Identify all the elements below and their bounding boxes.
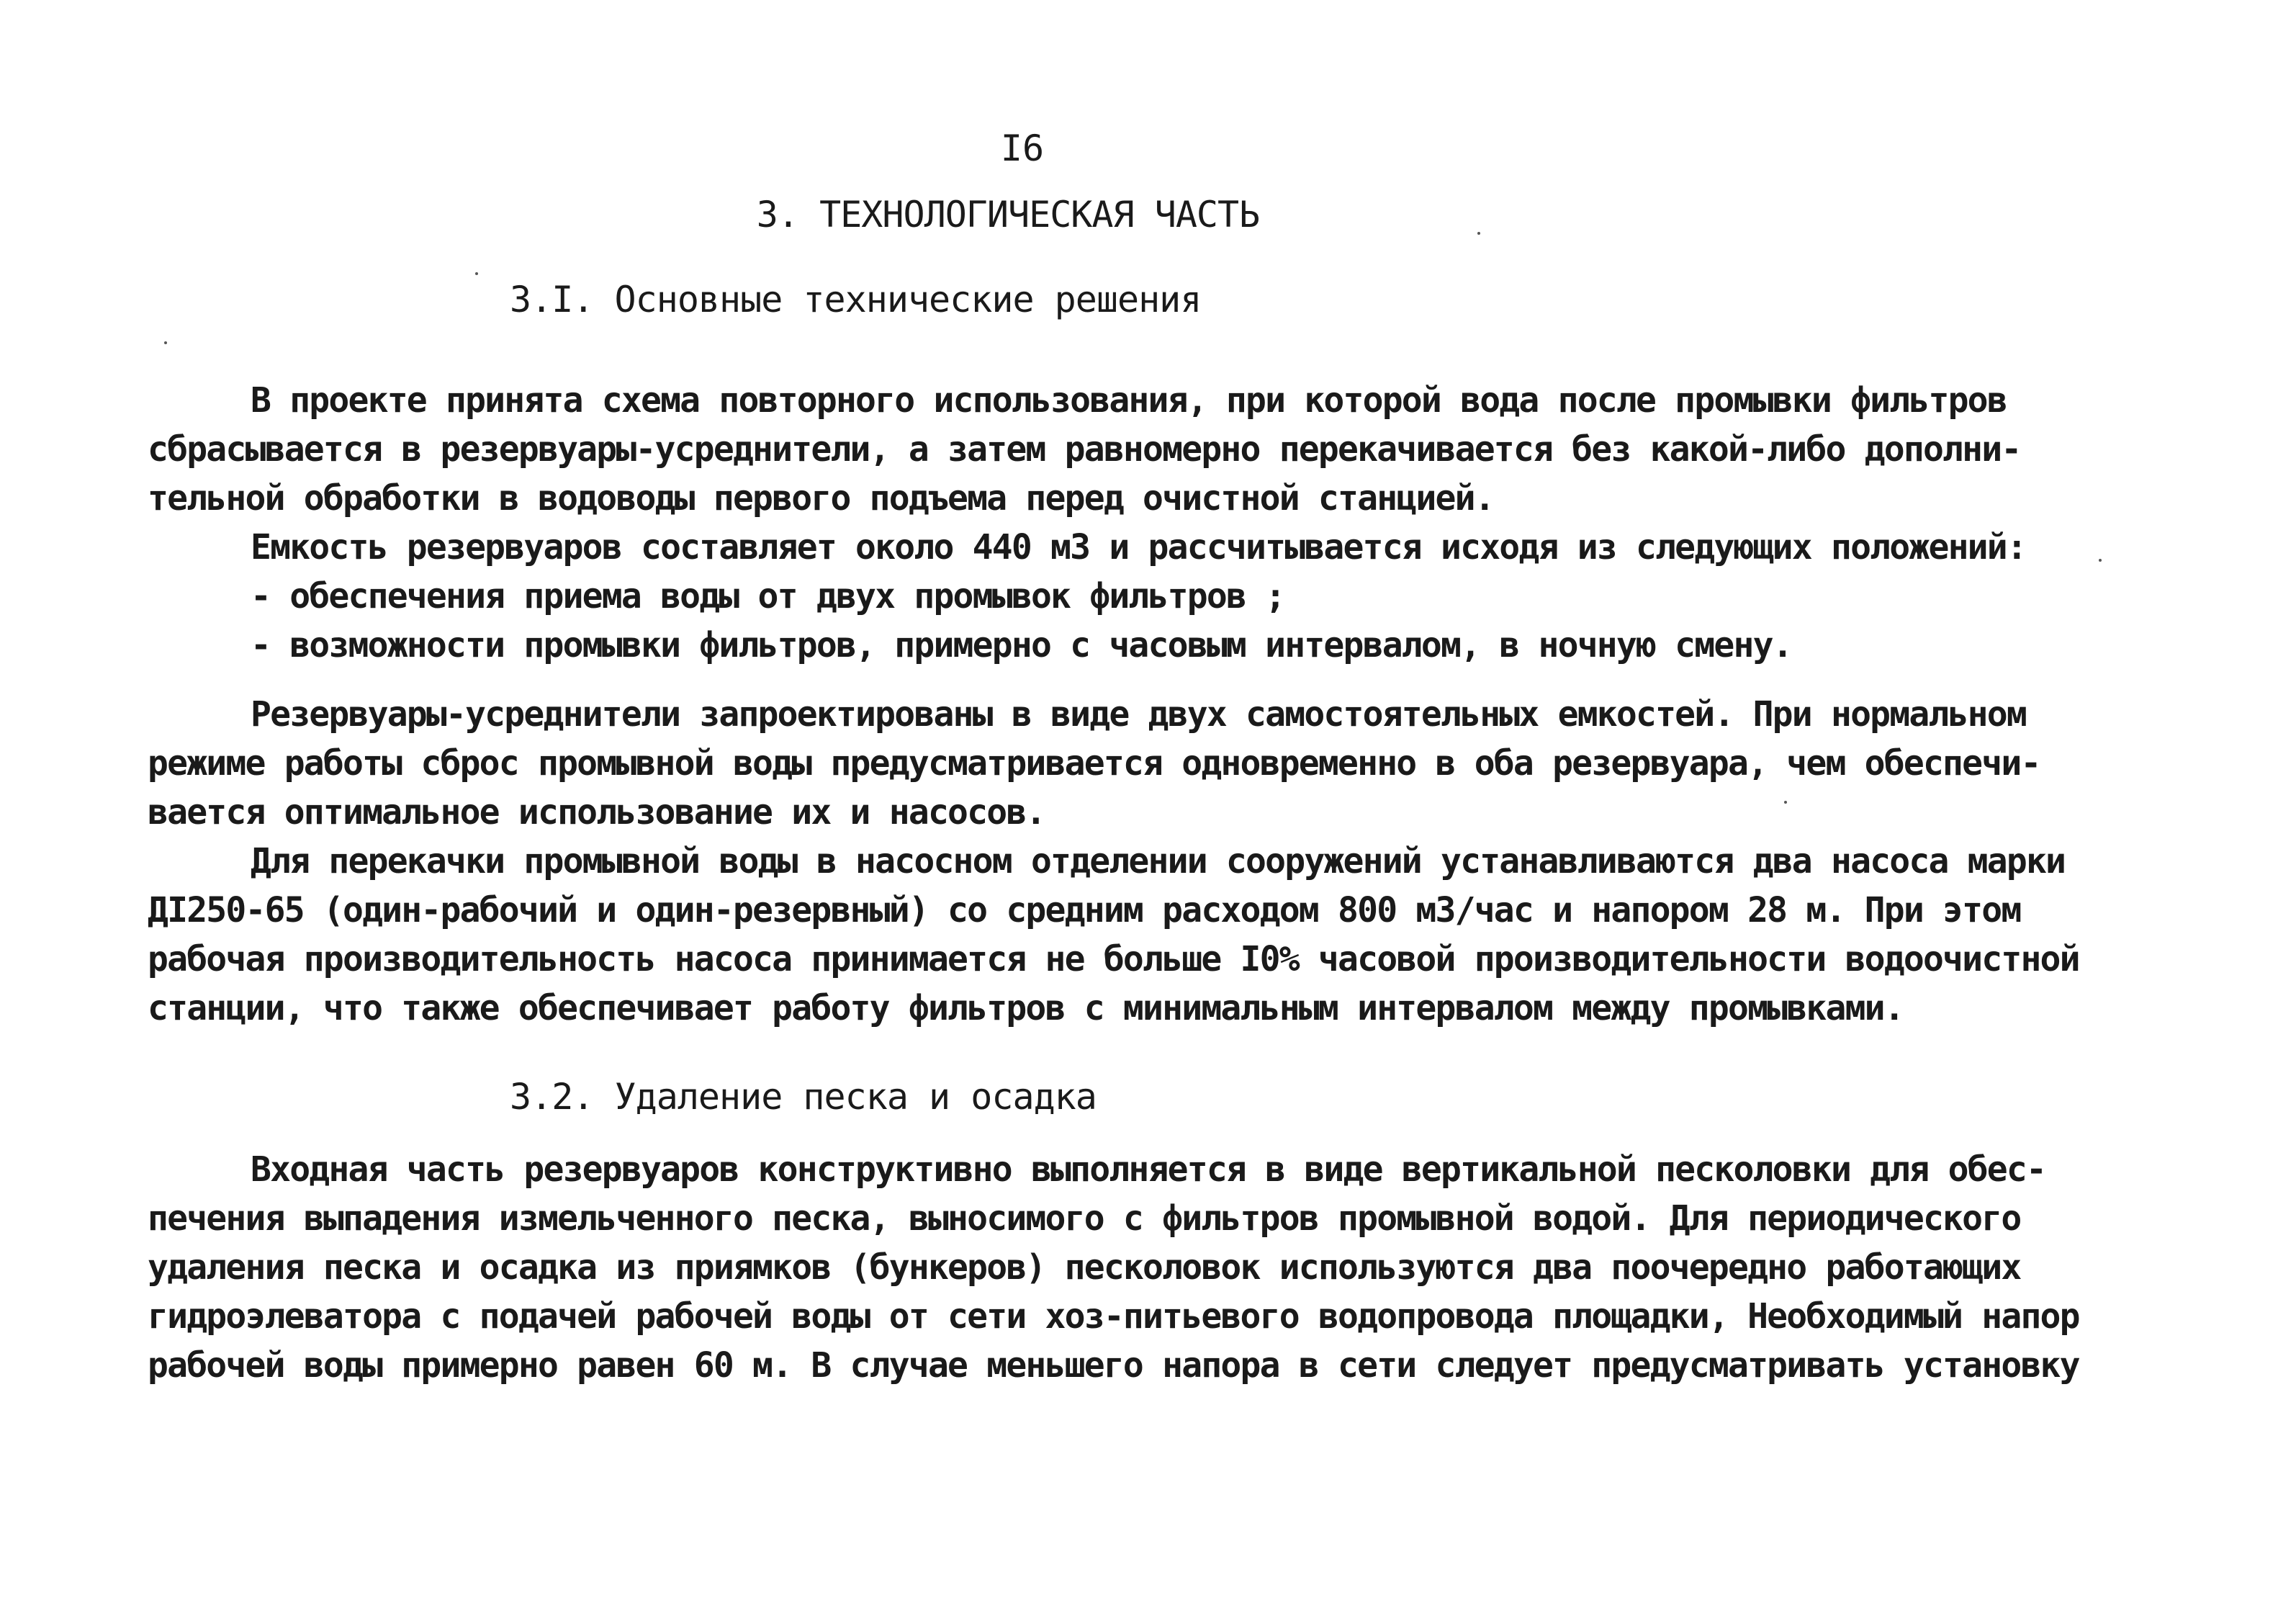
text-line: Емкость резервуаров составляет около 440 м3 и рассчитывается исходя из следующих положений:: [251, 527, 2026, 567]
text-line: режиме работы сброс промывной воды предусматривается одновременно в оба резервуара, чем обеспечи-: [148, 743, 2040, 784]
text-line: В проекте принята схема повторного использования, при которой вода после промывки фильтров: [251, 380, 2007, 421]
list-item-text: - обеспечения приема воды от двух промывок фильтров ;: [251, 576, 1285, 616]
text-line: вается оптимальное использование их и насосов.: [148, 792, 1045, 832]
paragraph-equalizing-tanks: [148, 690, 2131, 837]
subsection-heading-3-2: 3.2. Удаление песка и осадка: [510, 1076, 1097, 1118]
text-line: печения выпадения измельченного песка, выносимого с фильтров промывной водой. Для периодического: [148, 1198, 2021, 1239]
scan-speck: [475, 272, 478, 275]
text-line: Входная часть резервуаров конструктивно выполняется в виде вертикальной песколовки для обес-: [251, 1149, 2046, 1190]
text-line: станции, что также обеспечивает работу фильтров с минимальным интервалом между промывками.: [148, 988, 1904, 1028]
paragraph-sand-removal: [148, 1145, 2131, 1390]
text-line: Для перекачки промывной воды в насосном отделении сооружений устанавливаются два насоса марки: [251, 841, 2066, 881]
text-line: ДI250-65 (один-рабочий и один-резервный) со средним расходом 800 м3/час и напором 28 м. При этом: [148, 890, 2021, 930]
paragraph-reuse-scheme: [148, 376, 2131, 523]
scan-speck: [1784, 801, 1787, 804]
text-line: тельной обработки в водоводы первого подъема перед очистной станцией.: [148, 478, 1494, 519]
text-line: рабочая производительность насоса принимается не больше I0% часовой производительности водоочистной: [148, 939, 2079, 979]
text-line: рабочей воды примерно равен 60 м. В случае меньшего напора в сети следует предусматривать установку: [148, 1345, 2079, 1386]
list-item: [148, 572, 2131, 621]
list-item: [148, 621, 2131, 670]
text-line: гидроэлеватора с подачей рабочей воды от сети хоз-питьевого водопровода площадки, Необходимый напор: [148, 1296, 2079, 1337]
text-line: удаления песка и осадка из приямков (бункеров) песколовок используются два поочередно работающих: [148, 1247, 2021, 1288]
paragraph-tank-capacity: [148, 523, 2131, 572]
scan-speck: [2099, 559, 2102, 562]
list-item-text: - возможности промывки фильтров, примерно с часовым интервалом, в ночную смену.: [251, 625, 1792, 665]
scan-speck: [164, 341, 167, 344]
text-line: сбрасывается в резервуары-усреднители, а затем равномерно перекачивается без какой-либо дополни-: [148, 429, 2021, 470]
page-number: I6: [1000, 127, 1045, 169]
subsection-heading-3-1: 3.I. Основные технические решения: [510, 279, 1202, 320]
text-line: Резервуары-усреднители запроектированы в виде двух самостоятельных емкостей. При нормальном: [251, 694, 2026, 735]
section-title: 3. ТЕХНОЛОГИЧЕСКАЯ ЧАСТЬ: [756, 194, 1260, 235]
paragraph-pumps: [148, 837, 2131, 1033]
scan-speck: [1477, 232, 1480, 235]
